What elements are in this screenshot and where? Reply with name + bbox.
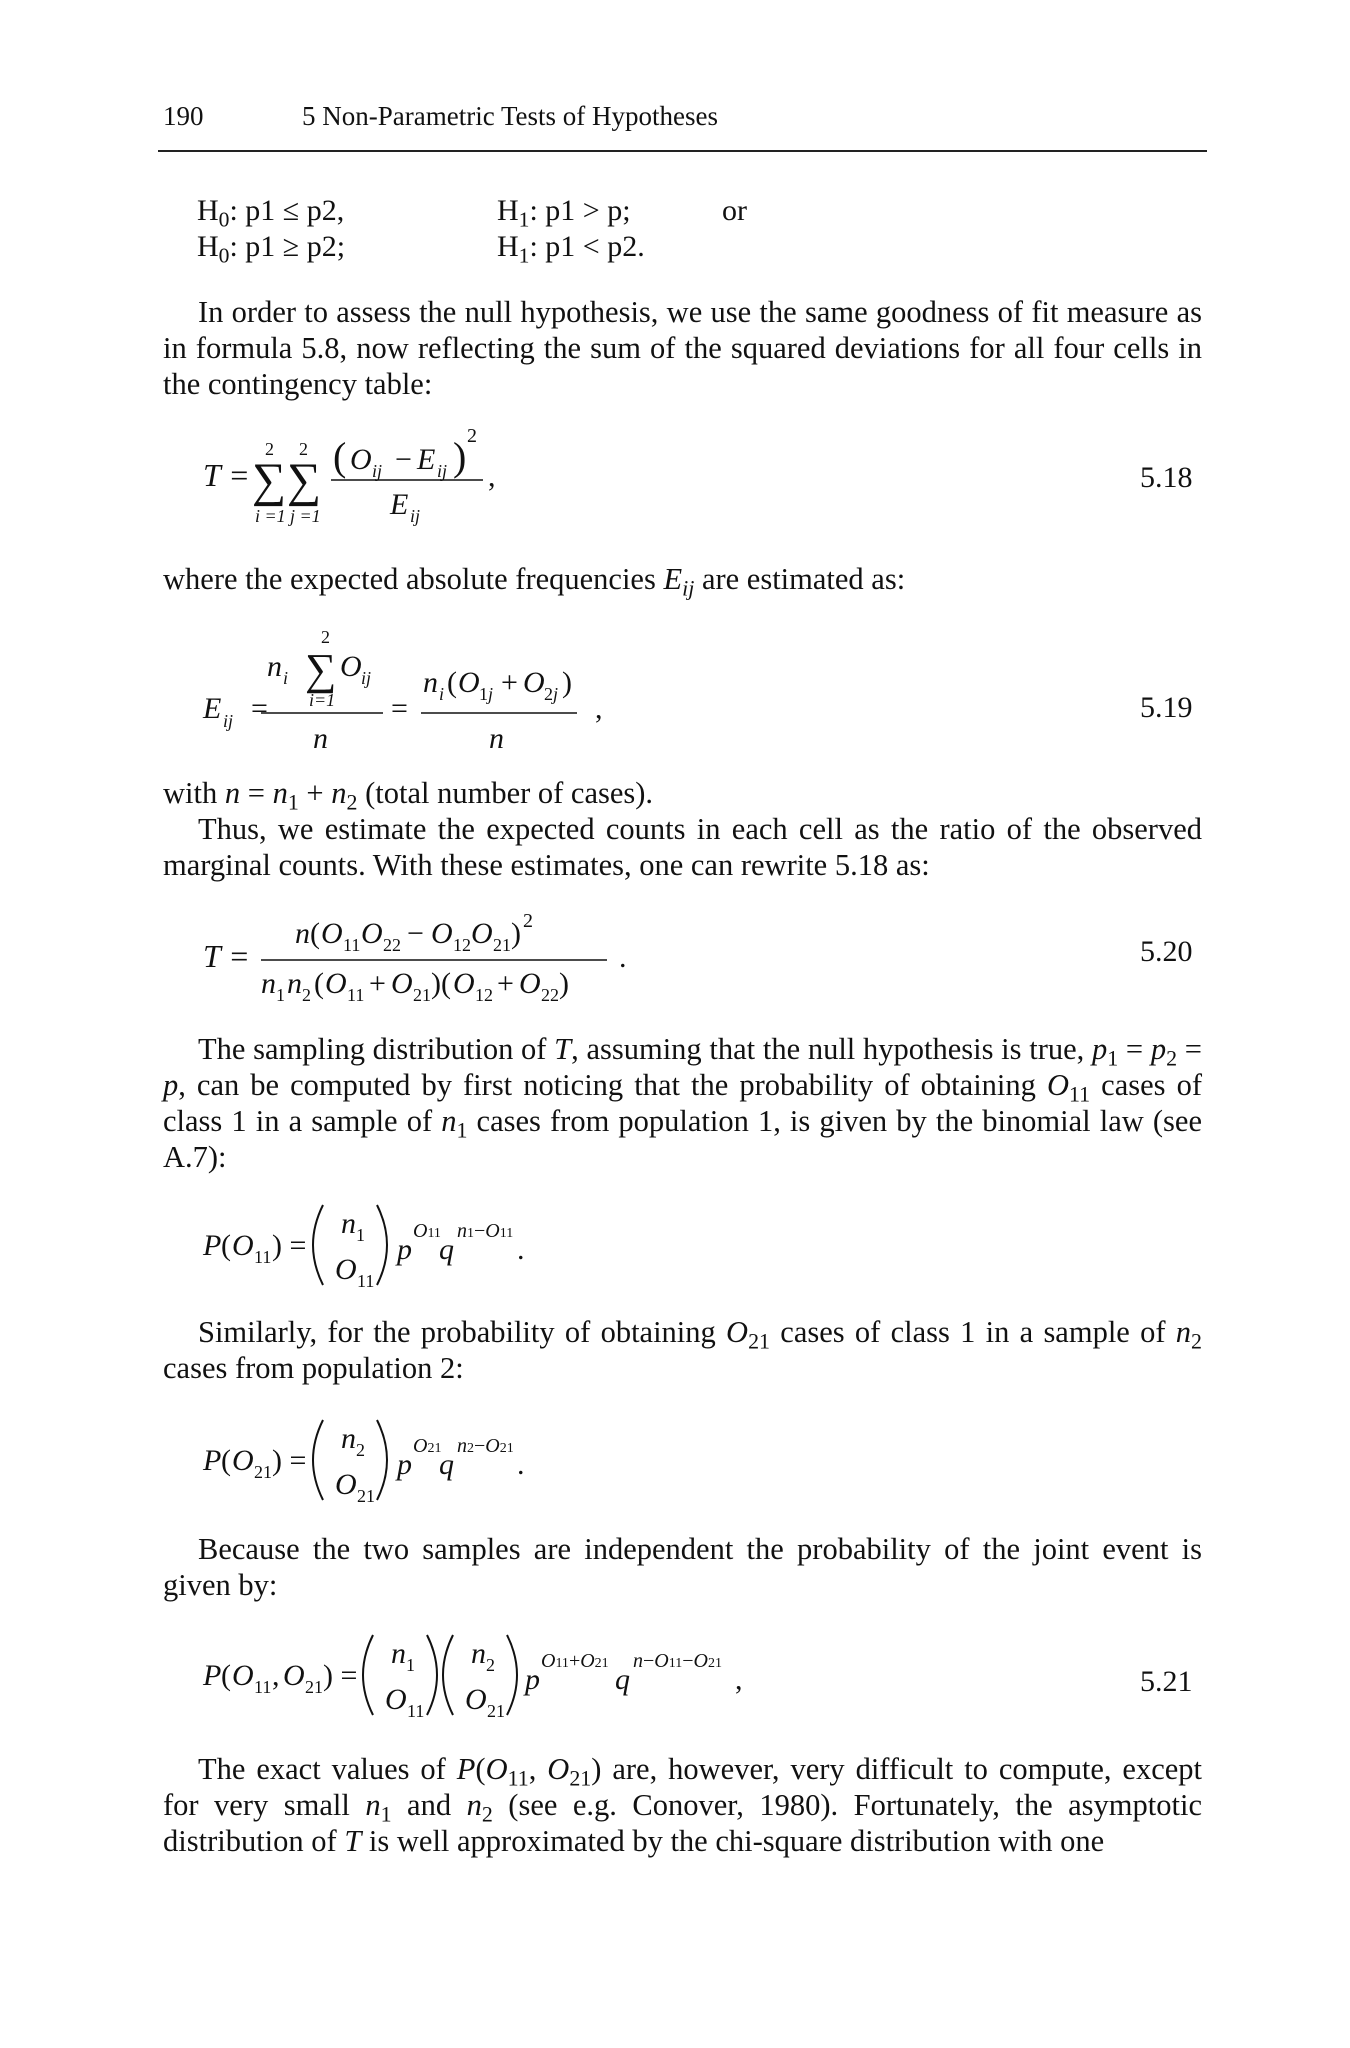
paragraph-expected-frequencies: where the expected absolute frequencies $E_{ij}$ are estimated as: [163,562,906,601]
eqb1-binom-left [313,1205,323,1285]
eq521-binom1-top: n [391,1637,406,1670]
eq520-num-O11: O [321,917,343,950]
eq521-binom1-right [427,1635,437,1715]
eq520-den-plus2: + [497,967,514,1000]
eq520-lhs: T = [203,938,250,974]
eq518-power: 2 [467,425,477,447]
eq518-paren-close: ) [453,434,467,479]
eq521-binom2-bottom-sub: 21 [487,1701,505,1721]
eq520-den-O22: O [519,967,541,1000]
eq519-num2-open: ( [447,666,457,699]
eqb2-period: . [517,1448,525,1481]
eqb2-q-exp: n2−O21 [457,1435,514,1457]
equation-number-5-18: 5.18 [1140,461,1193,494]
equation-number-5-21: 5.21 [1140,1665,1193,1698]
eq520-num-O21-sub: 21 [493,935,511,955]
eq518-sum-j-bottom: j =1 [290,506,321,526]
eq518-E: E [417,443,436,476]
eq521-P: P [203,1659,222,1692]
eq519-num-O: O [340,650,362,683]
eq520-num-open: ( [310,917,320,950]
eqb1-binom-top: n [341,1207,356,1240]
eq521-p: p [525,1663,540,1696]
running-header-title: 5 Non-Parametric Tests of Hypotheses [302,101,719,131]
eq518-den-E: E [390,488,409,521]
eq519-num2-close: ) [562,666,572,699]
hypothesis-h1-row2: $H_1$: p1 < p2. [497,230,645,268]
eqb1-binom-right [377,1205,387,1285]
eq520-den-n2: n [287,967,302,1000]
eq520-num-O21: O [471,917,493,950]
hypothesis-connector: or [722,194,747,227]
eq521-open: ( [221,1659,231,1692]
eqb2-O: O [232,1444,254,1477]
eq520-den-O21-sub: 21 [413,985,431,1005]
eq518-O: O [350,443,372,476]
paragraph-total-cases: with $n = n_1 + n_2$ (total number of cases). [163,776,654,815]
eq519-sum-bottom: i=1 [309,690,336,710]
eq520-den-O12-sub: 12 [475,985,493,1005]
eq519-equals-1: = [251,692,268,725]
eq519-num-O-sub: ij [361,668,372,688]
eqb2-binom-top-sub: 2 [356,1440,365,1460]
eq518-sum-i-bottom: i =1 [255,506,286,526]
eqb1-binom-bottom: O [335,1253,357,1286]
eq518-comma: , [488,460,496,493]
eq521-O11-sub: 11 [254,1677,272,1697]
eq520-den-O12: O [453,967,475,1000]
eq519-sum-top: 2 [321,627,330,647]
equation-5-19 [195,620,655,765]
eqb1-O-sub: 11 [254,1247,272,1267]
eq519-equals-2: = [391,692,408,725]
eq520-den-n2-sub: 2 [302,985,311,1005]
paragraph-sampling-distribution: The sampling distribution of T, assuming that the null hypothesis is true, $p_1 = p_2 = p$, can be computed by first noticing that the probability of obtaining $O_{11}$ cases of class 1 in a sample of $n_1$ cases from population 1, is given by the binomial law (see A.7): [163,1032,1203,1174]
eq518-sigma-j: ∑ [287,454,322,507]
eqb1-O: O [232,1229,254,1262]
equation-5-21 [195,1625,815,1730]
eq520-period: . [619,941,627,974]
eqb1-close-eq: ) = [272,1229,307,1262]
eq518-den-sub: ij [410,506,421,526]
eqb2-q: q [439,1448,454,1481]
eq521-q-exp: n−O11−O21 [633,1650,722,1672]
paragraph-similarly: Similarly, for the probability of obtaining $O_{21}$ cases of class 1 in a sample of $n_2$ cases from population 2: [163,1315,1203,1385]
eq518-O-sub: ij [372,461,383,481]
paragraph-marginal-counts: Thus, we estimate the expected counts in each cell as the ratio of the observed marginal counts. With these estimates, one can rewrite 5.18 as: [163,812,1202,882]
eq518-paren-open: ( [333,434,347,479]
header-rule [158,150,1207,152]
eq520-den-close1: )( [431,967,451,1000]
eqb1-binom-top-sub: 1 [356,1225,365,1245]
eq520-power: 2 [523,910,533,932]
eqb2-p-exp: O21 [413,1435,442,1457]
eqb1-p-exp: O11 [413,1220,441,1242]
equation-5-18 [195,420,575,545]
equation-binomial-o11 [195,1195,595,1300]
eq519-den-n-2: n [489,722,504,755]
eq519-num2-O2: O [523,666,545,699]
eq519-num2-n: n [423,666,438,699]
eq521-binom1-bottom-sub: 11 [407,1701,425,1721]
eq521-binom2-left [443,1635,453,1715]
eq519-num2-plus: + [501,666,518,699]
eqb1-q: q [439,1233,454,1266]
eqb1-P: P [203,1229,222,1262]
eq520-den-plus1: + [369,967,386,1000]
eq520-den-O21: O [391,967,413,1000]
paragraph-exact-values: The exact values of $P(O_{11}$, $O_{21}$) are, however, very difficult to compute, except for very small $n_1$ and $n_2$ (see e.g. Conover, 1980). Fortunately, the asymptotic distribution of T is well approximated by the chi-square distribution with one [163,1752,1202,1858]
eqb2-open: ( [221,1444,231,1477]
eq520-den-open1: ( [314,967,324,1000]
eq520-num-n: n [295,917,310,950]
equation-5-20 [195,905,655,1010]
eq521-q: q [615,1663,630,1696]
eq519-num2-O1: O [458,666,480,699]
eq519-lhs-E: E [203,692,222,725]
eq521-binom1-left [363,1635,373,1715]
equation-binomial-o21 [195,1410,595,1515]
eq519-comma: , [595,692,603,725]
eq521-comma-in: , [272,1659,280,1692]
eq520-num-O12: O [431,917,453,950]
eq520-den-n1-sub: 1 [276,985,285,1005]
eq521-binom2-bottom: O [465,1683,487,1716]
eq521-O21: O [283,1659,305,1692]
hypothesis-h0-row2: $H_0$: p1 ≥ p2; [197,230,346,268]
eq521-O21-sub: 21 [305,1677,323,1697]
eq520-num-minus: − [407,917,424,950]
eqb2-binom-left [313,1420,323,1500]
eq520-den-n1: n [261,967,276,1000]
paragraph-independent-samples: Because the two samples are independent the probability of the joint event is given by: [163,1532,1202,1602]
eqb1-binom-bottom-sub: 11 [357,1271,375,1291]
eq519-num-n-sub: i [283,668,289,688]
eq518-sum-j-top: 2 [299,439,308,459]
eq519-num2-O1-sub: 1j [479,684,494,704]
eq519-lhs-sub: ij [223,711,234,731]
eq520-den-O11: O [325,967,347,1000]
eq518-sigma-i: ∑ [252,454,287,507]
eq521-comma: , [735,1663,743,1696]
eq519-num2-O2-sub: 2j [544,684,559,704]
eq521-close-eq: ) = [323,1659,358,1692]
eq518-E-sub: ij [437,461,448,481]
eq520-num-close: ) [511,917,521,950]
eq518-minus: − [395,443,412,476]
eq521-binom1-top-sub: 1 [406,1655,415,1675]
page-number: 190 [163,101,204,131]
eq520-num-O12-sub: 12 [453,935,471,955]
eq521-binom1-bottom: O [385,1683,407,1716]
hypothesis-h1-row1: $H_1$: p1 > p; [497,194,631,232]
eq520-den-O11-sub: 11 [347,985,365,1005]
eq519-num-n: n [267,650,282,683]
eq521-binom2-top: n [471,1637,486,1670]
eqb2-binom-right [377,1420,387,1500]
eqb2-p: p [397,1448,412,1481]
hypothesis-h0-row1: $H_0$: p1 ≤ p2, [197,194,345,232]
eqb2-close-eq: ) = [272,1444,307,1477]
eqb1-period: . [517,1233,525,1266]
eqb2-P: P [203,1444,222,1477]
eq518-lhs: T = [203,457,250,493]
eq519-num2-n-sub: i [439,684,445,704]
eqb2-binom-bottom: O [335,1468,357,1501]
eq518-sum-i-top: 2 [265,439,274,459]
eq519-sigma: ∑ [305,645,337,694]
eqb2-binom-bottom-sub: 21 [357,1486,375,1506]
eq521-binom2-right [507,1635,517,1715]
eq521-O11: O [232,1659,254,1692]
equation-number-5-19: 5.19 [1140,691,1193,724]
eq520-num-O22: O [361,917,383,950]
eq521-binom2-top-sub: 2 [486,1655,495,1675]
eqb2-O-sub: 21 [254,1462,272,1482]
eq521-p-exp: O11+O21 [541,1650,609,1672]
paragraph-goodness-of-fit: In order to assess the null hypothesis, we use the same goodness of fit measure as in formula 5.8, now reflecting the sum of the squared deviations for all four cells in the contingency table: [163,295,1202,401]
eq520-num-O22-sub: 22 [383,935,401,955]
equation-number-5-20: 5.20 [1140,935,1193,968]
eqb1-open: ( [221,1229,231,1262]
eq519-den-n-1: n [313,722,328,755]
eq520-den-close2: ) [559,967,569,1000]
eq520-num-O11-sub: 11 [343,935,361,955]
eqb1-q-exp: n1−O11 [457,1220,514,1242]
eq520-den-O22-sub: 22 [541,985,559,1005]
eqb1-p: p [397,1233,412,1266]
eqb2-binom-top: n [341,1422,356,1455]
